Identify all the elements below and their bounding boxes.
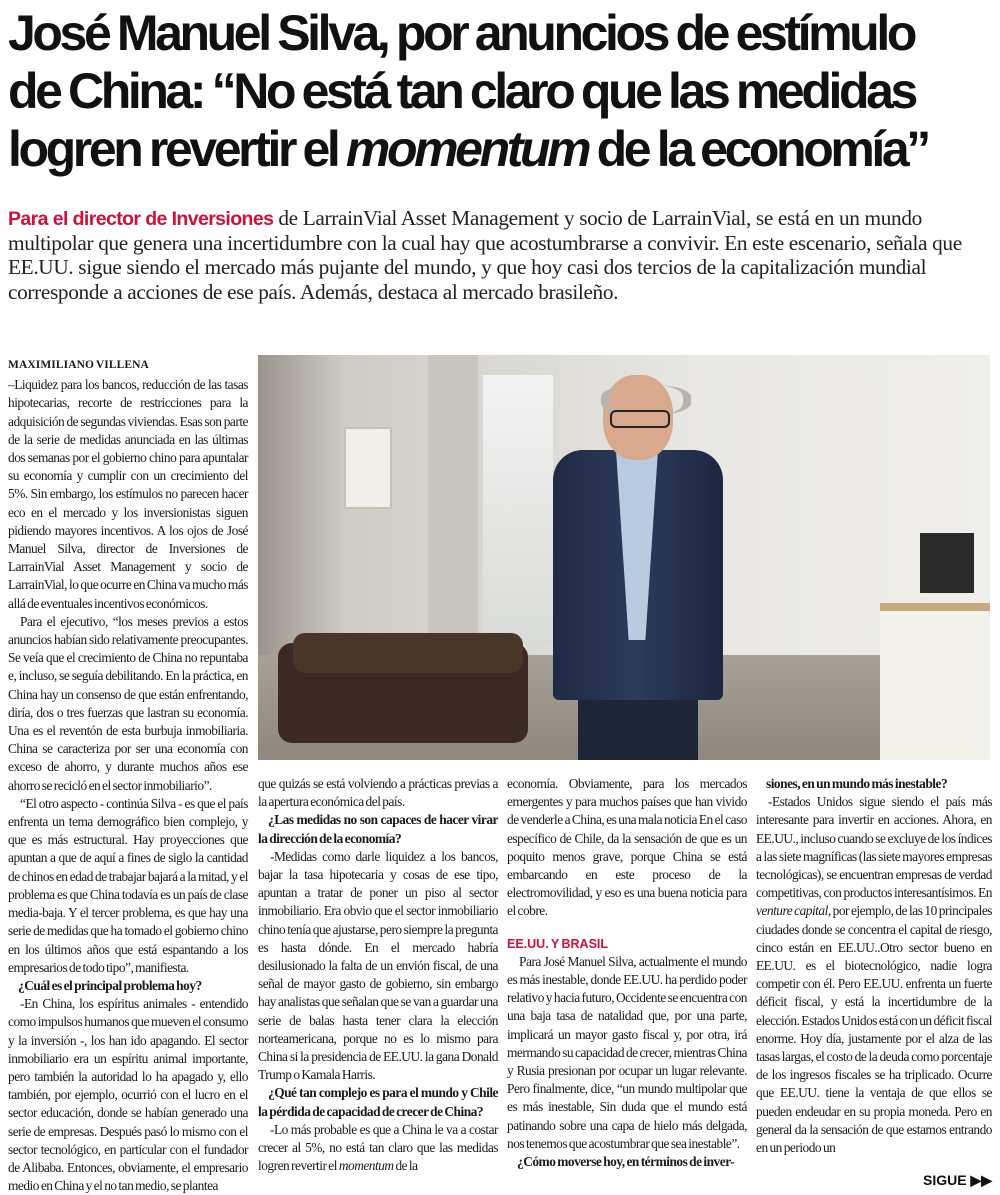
photo-sofa-back [293, 633, 523, 673]
article-column-3 [507, 775, 747, 1171]
headline-italic-term: momentum [345, 121, 589, 177]
paragraph [756, 793, 992, 1157]
deck-text: de LarrainVial Asset Management y socio de LarrainVial, se está en un mundo multipolar que genera una incertidumbre con la cual hay que acostumbrarse a convivir. En este escenario, señala que EE.UU. sigue siendo el mercado más pujante del mundo, y que hoy casi dos tercios de la capitalización mundial corresponde a acciones de ese país. Además, destaca al mercado brasileño. [8, 206, 962, 304]
paragraph [8, 995, 248, 1195]
paragraph [8, 795, 248, 977]
text-run: de la [393, 1158, 418, 1174]
italic-term: venture capital [756, 903, 828, 919]
text-run: que quizás se está volviendo a prácticas previas a la apertura económica del país. [258, 776, 498, 810]
text-run: -Lo más probable es que a China le va a costar crecer al 5%, no está tan claro que las medidas logren revertir el [258, 1121, 498, 1174]
text-run: , por ejemplo, de las 10 principales ciudades donde se concentra el capital de riesgo, cinco están en EE.UU..Otro sector bueno en EE.UU. es el biotecnológico, nadie logra competir con él. Pero EE.UU. enfrenta un fuerte déficit fiscal, y está la incertidumbre de la elección. Estados Unidos está con un déficit fiscal enorme. Hoy día, justamente por el alza de las tasas largas, el costo de la deuda como porcentaje de los ingresos fiscales se ha triplicado. Ocurre que EE.UU. tiene la ventaja de que ellos se pueden endeudar en su propia moneda. Pero en general da la sensación de que estamos entrando en un periodo un [756, 903, 992, 1156]
headline-line [8, 62, 993, 120]
text-run: ¿Cuál es el principal problema hoy? [18, 977, 202, 993]
text-run: -Medidas como darle liquidez a los bancos, bajar la tasa hipotecaria y cosas de ese tipo, apuntan a tratar de poner un piso al sector inmobiliario. Era obvio que el sector inmobiliario chino tenía que ajustarse, pero siempre la pregunta es hasta dónde. En el mercado habría desilusionado la falta de un envión fiscal, de una señal de mayor gasto de gobierno, sin embargo hay analistas que señalan que se van a guardar una serie de balas hasta tener clara la elección norteamericana, porque no es lo mismo para China si la presidencia de EE.UU. la gana Donald Trump o Kamala Harris. [258, 848, 498, 1083]
section-heading [507, 935, 747, 953]
paragraph [258, 775, 498, 811]
paragraph [8, 613, 248, 795]
interview-question [258, 1084, 498, 1120]
headline-text: José Manuel Silva, por anuncios de estímulo [8, 5, 914, 61]
photo-jose-manuel-silva [258, 355, 990, 760]
headline-text: de la economía” [588, 121, 928, 177]
headline-line [8, 4, 993, 62]
text-run: economía. Obviamente, para los mercados emergentes y para muchos países que han vivido de venderle a China, es una mala noticia En el caso específico de Chile, da la sensación de que es un poquito menos grave, porque China se está embarcando en este proceso de la electromovilidad, y eso es una buena noticia para el cobre. [507, 776, 747, 919]
text-run: -Estados Unidos sigue siendo el país más interesante para invertir en acciones. Ahora, en EE.UU., incluso cuando se excluye de los índices a las siete magníficas (las siete mayores empresas tecnológicas), se encuentran empresas de verdad competitivas, con productos interesantísimos. En [756, 794, 992, 901]
headline [8, 4, 993, 178]
interview-question [258, 811, 498, 847]
photo-window [483, 375, 553, 645]
article-column-1 [8, 356, 248, 1195]
continue-label: SIGUE ▶▶ [923, 1172, 992, 1189]
text-run: siones, en un mundo más inestable? [766, 776, 948, 791]
text-run: EE.UU. Y BRASIL [507, 936, 609, 951]
photo-column [428, 355, 478, 655]
text-run: Para José Manuel Silva, actualmente el mundo es más inestable, donde EE.UU. ha perdido poder relativo y hacia futuro, Occidente se encuentra con una baja tasa de natalidad que, por una parte, implicará un mayor gasto fiscal y, por otra, irá mermando su capacidad de crecer, mientras China y Rusia presionan por ocupar un lugar relevante. Pero finalmente, dice, “un mundo multipolar que es más inestable, Sin duda que el mundo está patinando sobre una capa de hielo más delgada, nos tenemos que acostumbrar que sea inestable”. [507, 953, 747, 1151]
interview-question [756, 775, 992, 793]
paragraph [8, 376, 248, 613]
paragraph [258, 1121, 498, 1176]
interview-question [507, 1153, 747, 1171]
deck [8, 206, 993, 304]
paragraph [507, 775, 747, 921]
headline-text: logren revertir el [8, 121, 346, 177]
text-run: ¿Cómo moverse hoy, en términos de inver- [517, 1154, 735, 1170]
photo-person-glasses [610, 410, 670, 428]
italic-term: momentum [338, 1158, 394, 1174]
text-run: Para el ejecutivo, “los meses previos a estos anuncios habían sido relativamente preocupantes. Se veía que el crecimiento de China no repuntaba e, incluso, se seguía debilitando. En la práctica, en China hay un consenso de que están enfrentando, diría, dos o tres fuerzas que lastran su economía. Una es el reventón de esta burbuja inmobiliaria. China se caracteriza por ser una economía con exceso de ahorro, y durante muchos años ese ahorro se recicló en el sector inmobiliario”. [8, 613, 248, 793]
text-run: ¿Qué tan complejo es para el mundo y Chile la pérdida de capacidad de crecer de China? [258, 1085, 498, 1119]
deck-lead: Para el director de Inversiones [8, 208, 274, 230]
byline: MAXIMILIANO VILLENA [8, 359, 149, 371]
text-run: -En China, los espíritus animales - entendido como impulsos humanos que mueven el consumo y la inversión -, los han ido apagando. El sector inmobiliario era un espíritu animal importante, pero también la autoridad lo ha apagado y, ello también, por ejemplo, ocurrió con el lucro en el sector educación, donde se habían generado una serie de empresas. Después pasó lo mismo con el sector tecnológico, en particular con el fundador de Alibaba. Entonces, obviamente, el empresario medio en China y el no tan medio, se plantea [8, 996, 248, 1194]
paragraph [258, 848, 498, 1085]
text-run: –Liquidez para los bancos, reducción de las tasas hipotecarias, recorte de restricciones para la adquisición de segundas viviendas. Esas son parte de la serie de medidas anunciada en las últimas dos semanas por el gobierno chino para apuntalar su economía y cumplir con un crecimiento del 5%. Sin embargo, los estímulos no parecen hacer eco en el mercado y los inversionistas siguen pidiendo mayores incentivos. A los ojos de José Manuel Silva, director de Inversiones de LarrainVial Asset Management y socio de LarrainVial, lo que ocurre en China va mucho más allá de eventuales incentivos económicos. [8, 377, 248, 611]
photo-frame [344, 427, 392, 509]
article-column-2 [258, 775, 498, 1175]
paragraph [507, 953, 747, 1153]
photo-monitor [920, 533, 974, 593]
text-run: “El otro aspecto - continúa Silva - es que el país enfrenta un tema demográfico bien complejo, y que es más estructural. Hay proyecciones que apuntan a que de aquí a fines de siglo la cantidad de chinos en edad de trabajar bajará a la mitad, y el problema es que China todavía es un país de clase media-baja. Y el tercer problema, es que hay una serie de medidas que ha tomado el gobierno chino en los últimos años que está espantando a los empresarios de todo tipo”, manifiesta. [8, 795, 248, 975]
photo-cabinet [880, 603, 990, 760]
headline-text: de China: “No está tan claro que las medidas [8, 63, 915, 119]
text-run: ¿Las medidas no son capaces de hacer virar la dirección de la economía? [258, 812, 498, 846]
article-column-4 [756, 775, 992, 1189]
headline-line [8, 120, 993, 178]
interview-question [8, 977, 248, 995]
